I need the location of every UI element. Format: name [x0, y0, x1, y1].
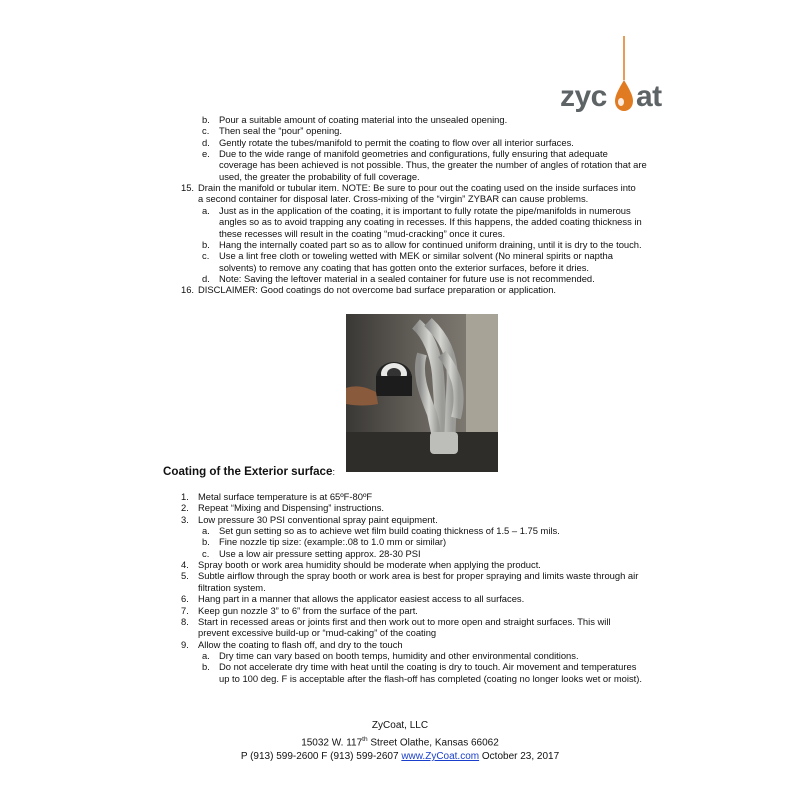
list-item-text: Low pressure 30 PSI conventional spray paint equipment.: [198, 513, 438, 525]
list-item-text: prevent excessive build-up or “mud-caking” of the coating: [198, 627, 437, 639]
heading-colon: :: [332, 467, 335, 477]
list-item-text: Hang part in a manner that allows the applicator easiest access to all surfaces.: [198, 593, 525, 605]
sub-item-marker: c.: [202, 250, 210, 262]
list-item-text: Allow the coating to flash off, and dry to the touch: [198, 638, 403, 650]
sub-item-text: Hang the internally coated part so as to allow for continued uniform draining, until it is dry to the touch.: [219, 238, 642, 250]
sub-item-text: up to 100 deg. F is acceptable after the flash-off has completed (coating no longer looks wet or moist).: [219, 672, 642, 684]
sub-item-text: Use a lint free cloth or toweling wetted with MEK or similar solvent (No mineral spirits or naptha: [219, 250, 613, 262]
sub-item-marker: c.: [202, 125, 210, 137]
sub-item-text: used, the greater the probability of full coverage.: [219, 170, 420, 182]
exterior-section-heading: [163, 465, 335, 478]
sub-item-text: Then seal the “pour” opening.: [219, 125, 342, 137]
footer-phone: P (913) 599-2600 F (913) 599-2607: [240, 751, 402, 762]
list-item-text: Spray booth or work area humidity should be moderate when applying the product.: [198, 559, 541, 571]
list-item-marker: 5.: [181, 570, 189, 582]
footer-address: [0, 736, 800, 748]
sub-item-marker: a.: [202, 649, 210, 661]
sub-item-text: Dry time can vary based on booth temps, humidity and other environmental conditions.: [219, 649, 579, 661]
list-item-marker: 4.: [181, 559, 189, 571]
zycoat-logo: [560, 36, 680, 116]
sub-item-text: Fine nozzle tip size: (example:.08 to 1.0 mm or similar): [219, 536, 447, 548]
logo-text-left: zyc: [560, 80, 607, 113]
sub-item-text: solvents) to remove any coating that has gotten onto the exterior surfaces, before it dries.: [219, 261, 589, 273]
list-item-text: a second container for disposal later. Cross-mixing of the “virgin” ZYBAR can cause problems.: [198, 193, 589, 205]
heading-text: Coating of the Exterior surface: [163, 465, 333, 478]
sub-item-marker: b.: [202, 536, 210, 548]
list-item-text: Metal surface temperature is at 65ºF-80ºF: [198, 491, 373, 502]
exhaust-manifold-photo: [346, 314, 498, 472]
footer-company: ZyCoat, LLC: [371, 720, 429, 731]
list-item-marker: 3.: [181, 513, 189, 525]
logo-text-right: at: [636, 80, 662, 113]
sub-item-marker: b.: [202, 238, 210, 250]
sub-item-marker: a.: [202, 204, 210, 216]
address-sup: th: [362, 736, 368, 743]
sub-item-text: Gently rotate the tubes/manifold to permit the coating to flow over all interior surfaces.: [219, 136, 574, 148]
list-item-marker: 15.: [181, 182, 195, 194]
sub-item-text: Due to the wide range of manifold geometries and configurations, fully ensuring that adequate: [219, 148, 608, 160]
list-item-text: DISCLAIMER: Good coatings do not overcome bad surface preparation or application.: [198, 284, 557, 296]
list-item-text: Keep gun nozzle 3” to 6” from the surface of the part.: [198, 604, 418, 616]
list-item-text: Drain the manifold or tubular item. NOTE: Be sure to pour out the coating used on the inside surfaces into: [198, 182, 636, 194]
sub-item-marker: a.: [202, 525, 210, 537]
address-part: 15032 W. 117: [301, 737, 363, 749]
list-item-text: Subtle airflow through the spray booth or work area is best for proper spraying and limits waste through air: [198, 570, 639, 582]
sub-item-text: these recesses will result in the coating “mud-cracking” once it cures.: [219, 227, 506, 239]
address-part: Street Olathe, Kansas 66062: [367, 737, 499, 749]
sub-item-marker: d.: [202, 272, 210, 284]
sub-item-text: Pour a suitable amount of coating material into the unsealed opening.: [219, 114, 508, 125]
sub-item-marker: d.: [202, 136, 210, 148]
list-item-marker: 7.: [181, 604, 189, 616]
list-item-marker: 2.: [181, 502, 189, 514]
list-item-marker: 16.: [181, 284, 195, 296]
list-item-text: Repeat “Mixing and Dispensing” instructions.: [198, 502, 385, 514]
footer-date: October 23, 2017: [479, 751, 560, 762]
footer-contact: [0, 751, 800, 762]
sub-item-text: coverage has been achieved is not possible. Thus, the greater the number of angles of rotation that are: [219, 159, 647, 171]
sub-item-marker: b.: [202, 661, 210, 673]
sub-item-text: Note: Saving the leftover material in a sealed container for future use is not recommended.: [219, 272, 595, 284]
list-item-text: Start in recessed areas or joints first and then work out to more open and straight surfaces. This will: [198, 615, 611, 627]
list-item-marker: 8.: [181, 615, 189, 627]
sub-item-text: Set gun setting so as to achieve wet film build coating thickness of 1.5 – 1.75 mils.: [219, 525, 560, 537]
sub-item-text: Do not accelerate dry time with heat until the coating is dry to touch. Air movement and temperatures: [219, 661, 637, 673]
list-item-marker: 9.: [181, 638, 189, 650]
list-item-text: filtration system.: [198, 581, 266, 593]
sub-item-text: Use a low air pressure setting approx. 28-30 PSI: [219, 547, 421, 559]
sub-item-text: angles so as to avoid trapping any coating in recesses. If this happens, the added coating thickness in: [219, 216, 642, 228]
list-item-marker: 1.: [181, 491, 189, 502]
sub-item-marker: e.: [202, 148, 210, 160]
sub-item-marker: b.: [202, 114, 210, 125]
website-link[interactable]: www.ZyCoat.com: [401, 751, 480, 762]
sub-item-text: Just as in the application of the coating, it is important to fully rotate the pipe/manifolds in numerous: [219, 204, 631, 216]
sub-item-marker: c.: [202, 547, 210, 559]
list-item-marker: 6.: [181, 593, 189, 605]
